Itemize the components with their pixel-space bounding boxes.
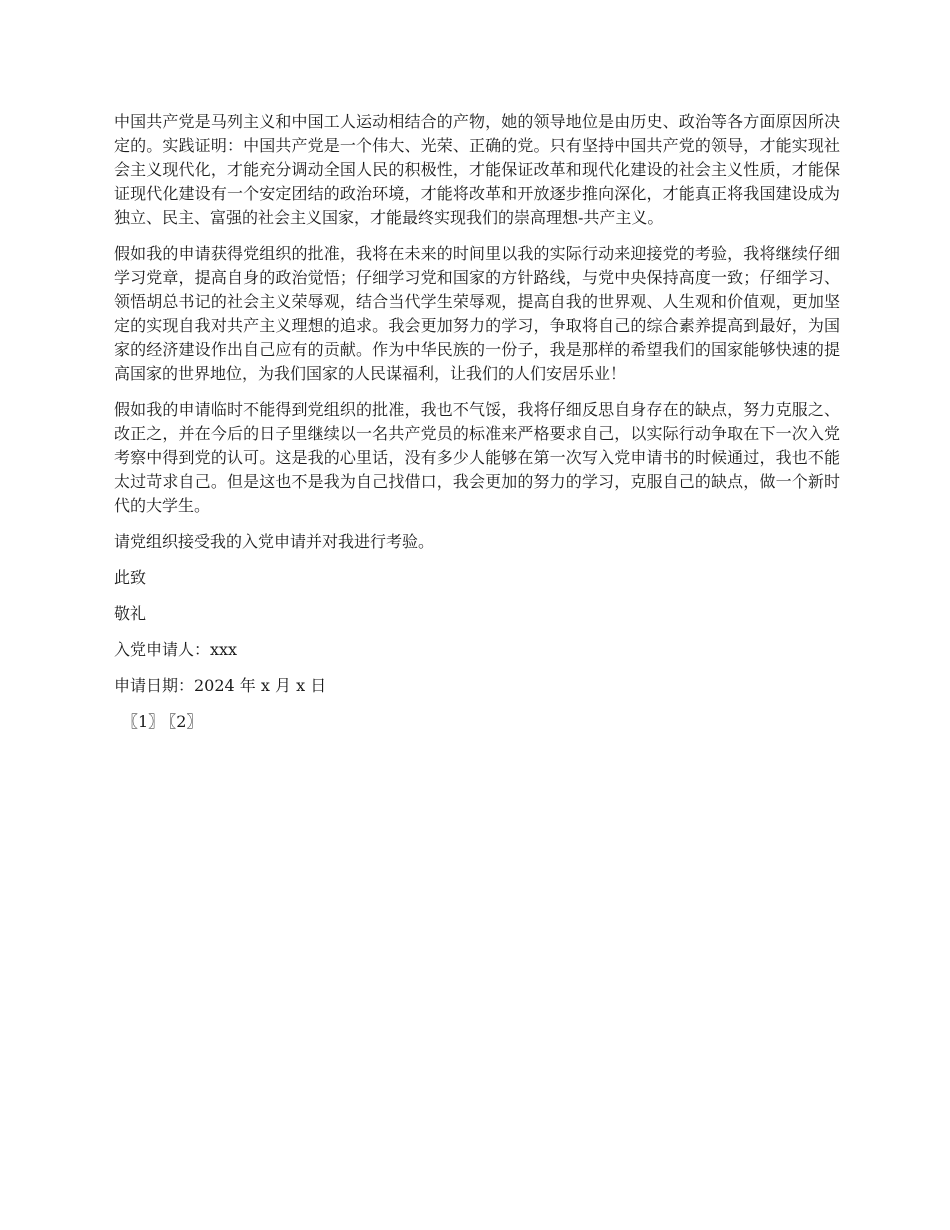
salutation: 敬礼: [114, 604, 147, 623]
closing-phrase: 此致: [114, 568, 147, 587]
body-paragraph-2: 假如我的申请获得党组织的批准，我将在未来的时间里以我的实际行动来迎接党的考验，我将继续仔细学习党章，提高自身的政治觉悟；仔细学习党和国家的方针路线，与党中央保持高度一致；仔细学习、领悟胡总书记的社会主义荣辱观，结合当代学生荣辱观，提高自我的世界观、人生观和价值观，更加坚定的实现自我对共产主义理想的追求。我会更加努力的学习，争取将自己的综合素养提高到最好，为国家的经济建设作出自己应有的贡献。作为中华民族的一份子，我是那样的希望我们的国家能够快速的提高国家的世界地位，为我们国家的人民谋福利，让我们的人们安居乐业！: [114, 244, 840, 383]
pagination: [114, 710, 840, 734]
body-paragraph-1: 中国共产党是马列主义和中国工人运动相结合的产物，她的领导地位是由历史、政治等各方面原因所决定的。实践证明：中国共产党是一个伟大、光荣、正确的党。只有坚持中国共产党的领导，才能实现社会主义现代化，才能充分调动全国人民的积极性，才能保证改革和现代化建设的社会主义性质，才能保证现代化建设有一个安定团结的政治环境，才能将改革和开放逐步推向深化，才能真正将我国建设成为独立、民主、富强的社会主义国家，才能最终实现我们的崇高理想-共产主义。: [114, 112, 840, 227]
request-line: 请党组织接受我的入党申请并对我进行考验。: [114, 532, 435, 551]
applicant-name: 入党申请人：xxx: [114, 640, 238, 659]
letter-body: [114, 110, 840, 734]
body-paragraph-3: 假如我的申请临时不能得到党组织的批准，我也不气馁，我将仔细反思自身存在的缺点，努力克服之、改正之，并在今后的日子里继续以一名共产党员的标准来严格要求自己，以实际行动争取在下一次入党考察中得到党的认可。这是我的心里话，没有多少人能够在第一次写入党申请书的时候通过，我也不能太过苛求自己。但是这也不是我为自己找借口，我会更加的努力的学习，克服自己的缺点，做一个新时代的大学生。: [114, 400, 840, 515]
application-date: 申请日期：2024 年 x 月 x 日: [114, 676, 327, 695]
page-link-1[interactable]: 〖1〗: [122, 712, 165, 731]
page-link-2[interactable]: 〖2〗: [168, 712, 203, 731]
